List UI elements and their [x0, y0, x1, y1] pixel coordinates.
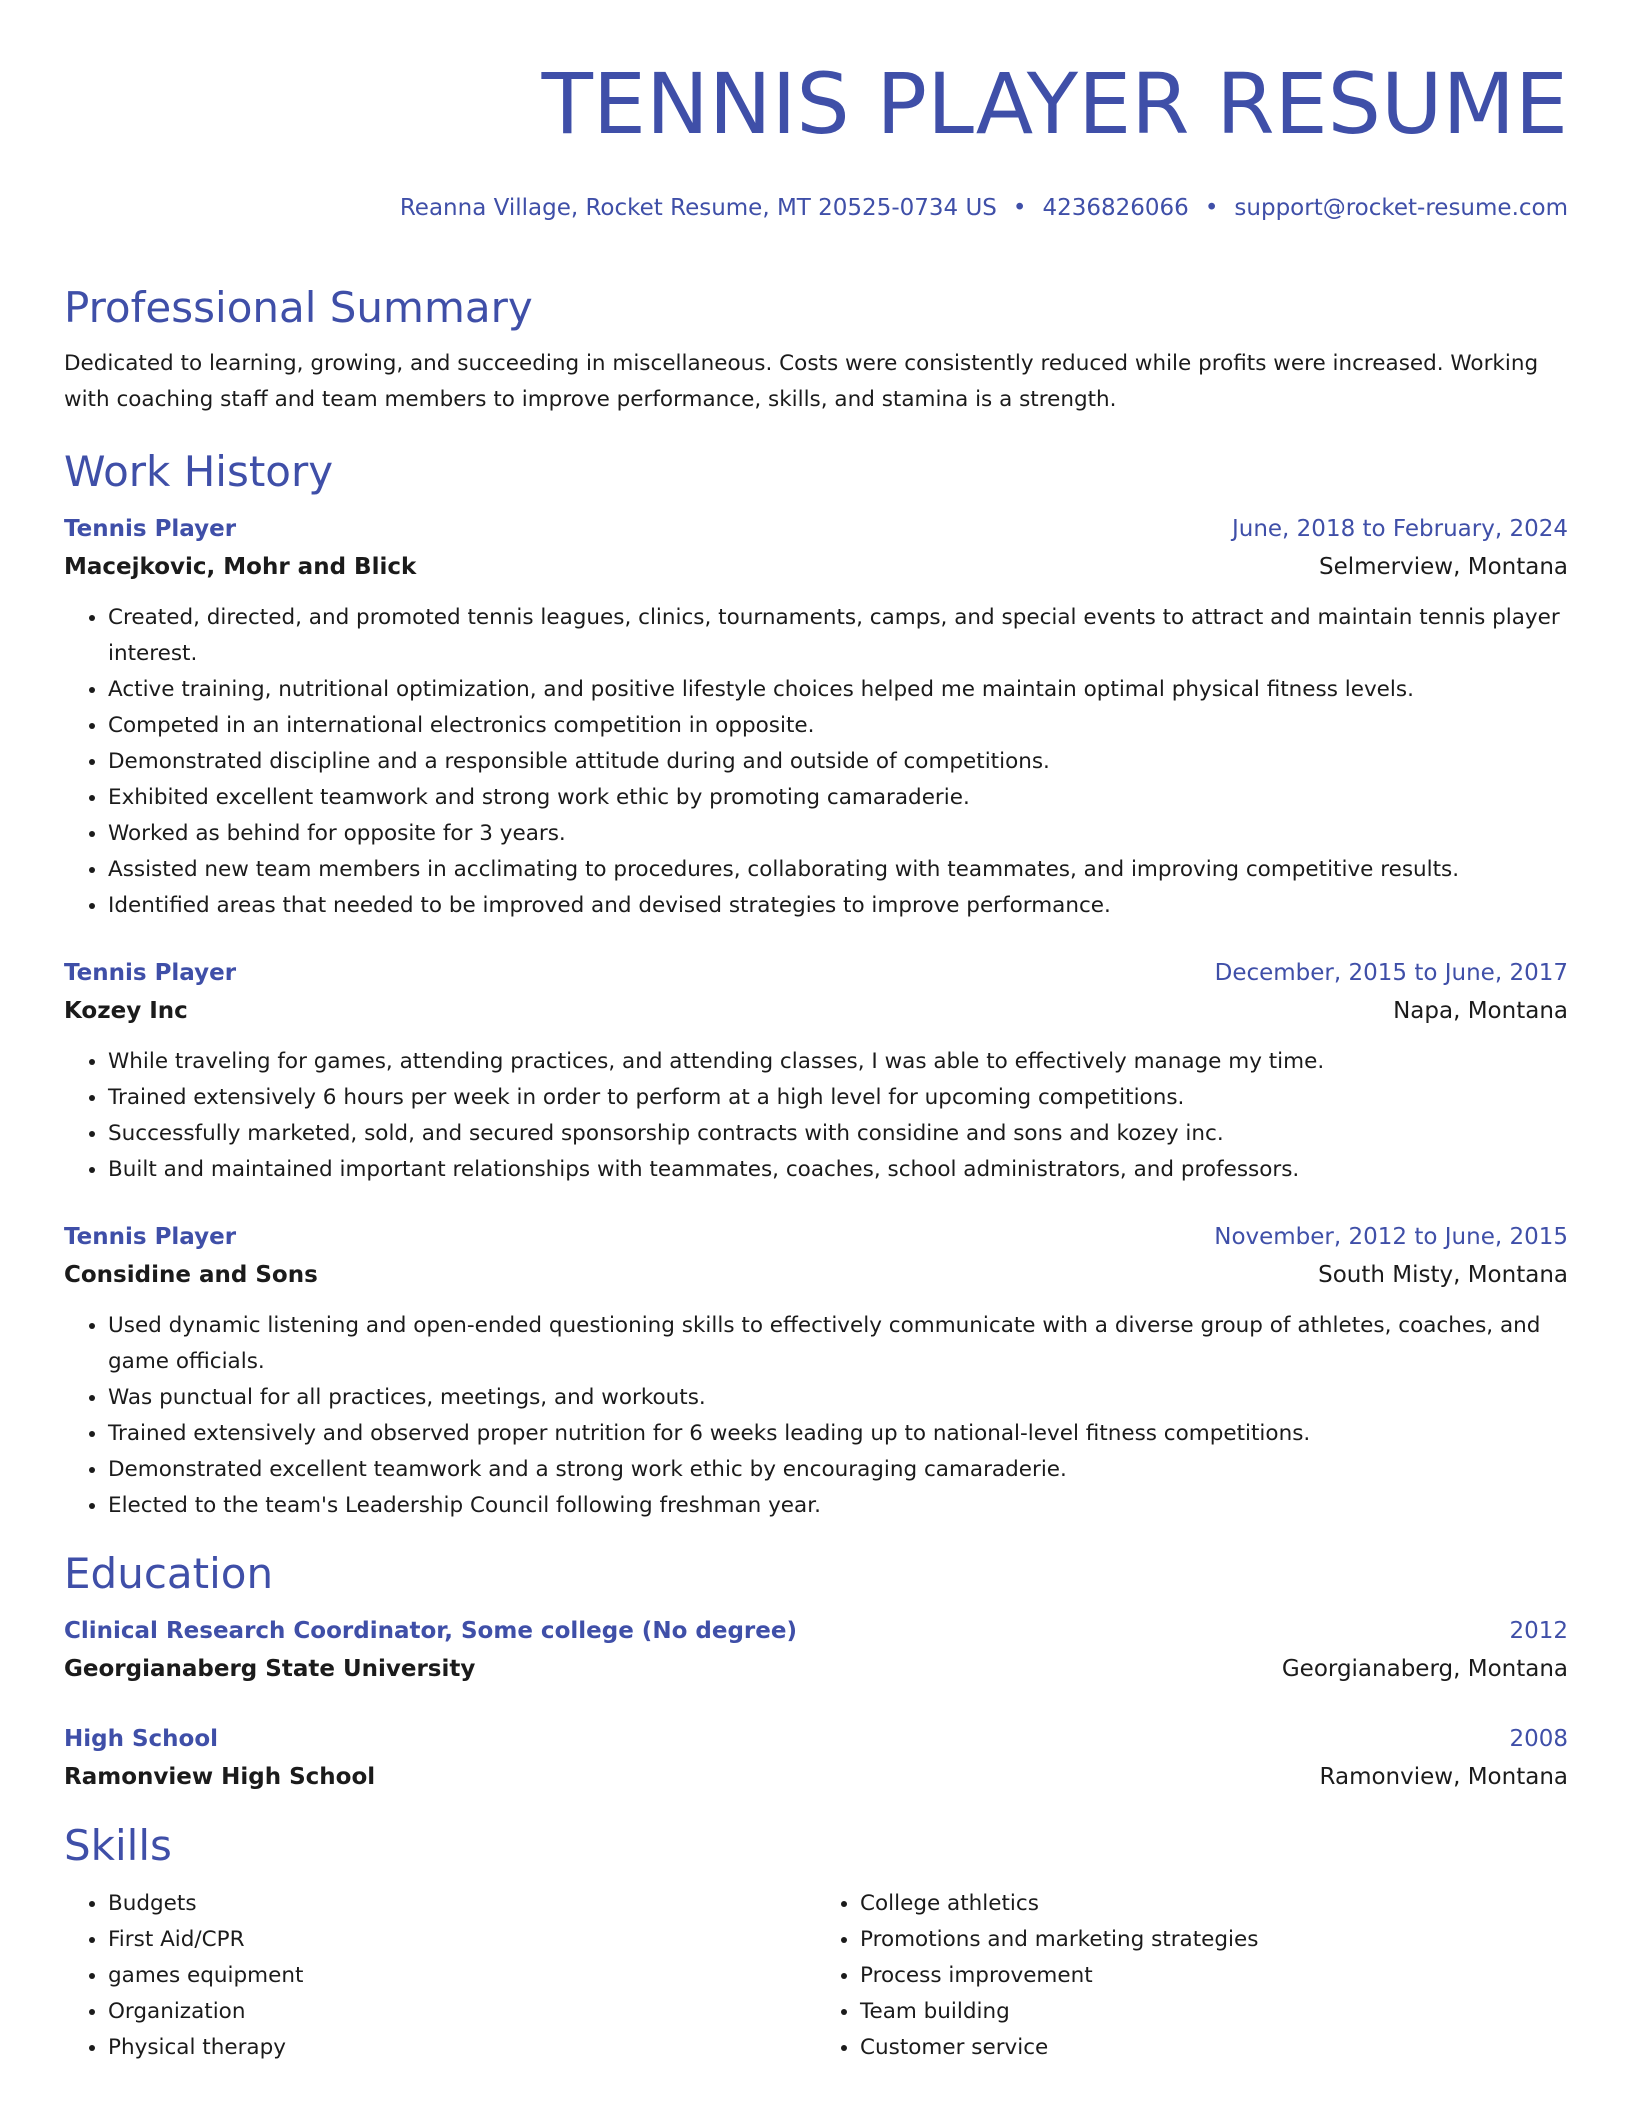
- skill-item: • Customer service: [860, 2030, 1568, 2066]
- education-entry: [64, 1612, 1568, 1688]
- job-dates: December, 2015 to June, 2017: [1214, 960, 1568, 986]
- skill-item: • First Aid/CPR: [108, 1922, 816, 1958]
- job-bullet: • Worked as behind for opposite for 3 years.: [108, 816, 1568, 852]
- contact-phone: 4236826066: [1042, 195, 1189, 221]
- job-bullet: • Competed in an international electronics competition in opposite.: [108, 708, 1568, 744]
- education-heading: Education: [64, 1549, 274, 1598]
- job-dates: November, 2012 to June, 2015: [1214, 1224, 1568, 1250]
- education-degree: High School: [64, 1726, 219, 1752]
- job-bullet: • Active training, nutritional optimization, and positive lifestyle choices helped me maintain optimal physical fitness levels.: [108, 672, 1568, 708]
- job-bullet: • Successfully marketed, sold, and secured sponsorship contracts with considine and sons and kozey inc.: [108, 1116, 1568, 1152]
- skills-heading: Skills: [64, 1821, 172, 1870]
- job-bullet: • Assisted new team members in acclimating to procedures, collaborating with teammates, and improving competitive results.: [108, 852, 1568, 888]
- job-bullet: • While traveling for games, attending practices, and attending classes, I was able to effectively manage my time.: [108, 1044, 1568, 1080]
- contact-address: Reanna Village, Rocket Resume, MT 20525-0734 US: [399, 195, 997, 221]
- education-location: Georgianaberg, Montana: [1281, 1656, 1568, 1682]
- job-location: Napa, Montana: [1393, 998, 1568, 1024]
- job-header-row: [64, 954, 1568, 992]
- job-bullet: • Created, directed, and promoted tennis leagues, clinics, tournaments, camps, and special events to attract and maintain tennis player interest.: [108, 600, 1568, 672]
- work-history-heading: Work History: [64, 447, 334, 496]
- job-bullet: • Trained extensively 6 hours per week in order to perform at a high level for upcoming competitions.: [108, 1080, 1568, 1116]
- job-title: Tennis Player: [64, 960, 237, 986]
- job-bullet: • Used dynamic listening and open-ended questioning skills to effectively communicate with a diverse group of athletes, coaches, and game officials.: [108, 1308, 1568, 1380]
- skill-item: • Budgets: [108, 1886, 816, 1922]
- job-bullet: • Demonstrated discipline and a responsible attitude during and outside of competitions.: [108, 744, 1568, 780]
- job-company-row: [64, 548, 1568, 586]
- skill-item: • Process improvement: [860, 1958, 1568, 1994]
- job-company: Macejkovic, Mohr and Blick: [64, 554, 417, 580]
- contact-email[interactable]: support@rocket-resume.com: [1234, 195, 1568, 221]
- job-location: Selmerview, Montana: [1318, 554, 1568, 580]
- education-school: Georgianaberg State University: [64, 1656, 476, 1682]
- education-year: 2012: [1509, 1618, 1568, 1644]
- job-dates: June, 2018 to February, 2024: [1231, 516, 1568, 542]
- education-degree: Clinical Research Coordinator, Some college (No degree): [64, 1618, 797, 1644]
- education-location: Ramonview, Montana: [1319, 1764, 1568, 1790]
- job-bullets: [64, 600, 1568, 924]
- job-bullet: • Trained extensively and observed proper nutrition for 6 weeks leading up to national-level fitness competitions.: [108, 1416, 1568, 1452]
- separator-dot: •: [1012, 195, 1027, 221]
- skill-item: • Promotions and marketing strategies: [860, 1922, 1568, 1958]
- job-bullet: • Was punctual for all practices, meetings, and workouts.: [108, 1380, 1568, 1416]
- job-header-row: [64, 510, 1568, 548]
- education-year: 2008: [1509, 1726, 1568, 1752]
- contact-line: [64, 192, 1568, 224]
- skill-item: • games equipment: [108, 1958, 816, 1994]
- job-bullets: [64, 1308, 1568, 1524]
- job-company: Considine and Sons: [64, 1262, 318, 1288]
- skills-left-list: [64, 1886, 816, 2066]
- job-company: Kozey Inc: [64, 998, 188, 1024]
- skill-item: • Physical therapy: [108, 2030, 816, 2066]
- job-bullet: • Built and maintained important relationships with teammates, coaches, school administrators, and professors.: [108, 1152, 1568, 1188]
- education-header-row: [64, 1720, 1568, 1758]
- education-school: Ramonview High School: [64, 1764, 376, 1790]
- job-entry: [64, 510, 1568, 924]
- skills-right-list: [816, 1886, 1568, 2066]
- resume-title: TENNIS PLAYER RESUME: [541, 55, 1568, 153]
- job-title: Tennis Player: [64, 1224, 237, 1250]
- skill-item: • Team building: [860, 1994, 1568, 2030]
- resume-page: [64, 0, 1568, 2066]
- job-company-row: [64, 1256, 1568, 1294]
- job-location: South Misty, Montana: [1318, 1262, 1568, 1288]
- job-bullet: • Elected to the team's Leadership Council following freshman year.: [108, 1488, 1568, 1524]
- education-school-row: [64, 1758, 1568, 1796]
- job-bullet: • Identified areas that needed to be improved and devised strategies to improve performance.: [108, 888, 1568, 924]
- education-header-row: [64, 1612, 1568, 1650]
- education-school-row: [64, 1650, 1568, 1688]
- job-entry: [64, 954, 1568, 1188]
- education-entry: [64, 1720, 1568, 1796]
- summary-text: Dedicated to learning, growing, and succeeding in miscellaneous. Costs were consistently reduced while profits were increased. Working with coaching staff and team members to improve performance, skills, and stamina is a strength.: [64, 351, 1539, 412]
- job-title: Tennis Player: [64, 516, 237, 542]
- skills-columns: [64, 1886, 1568, 2066]
- job-bullet: • Exhibited excellent teamwork and strong work ethic by promoting camaraderie.: [108, 780, 1568, 816]
- skill-item: • College athletics: [860, 1886, 1568, 1922]
- skill-item: • Organization: [108, 1994, 816, 2030]
- job-header-row: [64, 1218, 1568, 1256]
- summary-heading: Professional Summary: [64, 283, 533, 332]
- job-bullets: [64, 1044, 1568, 1188]
- job-bullet: • Demonstrated excellent teamwork and a strong work ethic by encouraging camaraderie.: [108, 1452, 1568, 1488]
- separator-dot: •: [1204, 195, 1219, 221]
- job-entry: [64, 1218, 1568, 1524]
- job-company-row: [64, 992, 1568, 1030]
